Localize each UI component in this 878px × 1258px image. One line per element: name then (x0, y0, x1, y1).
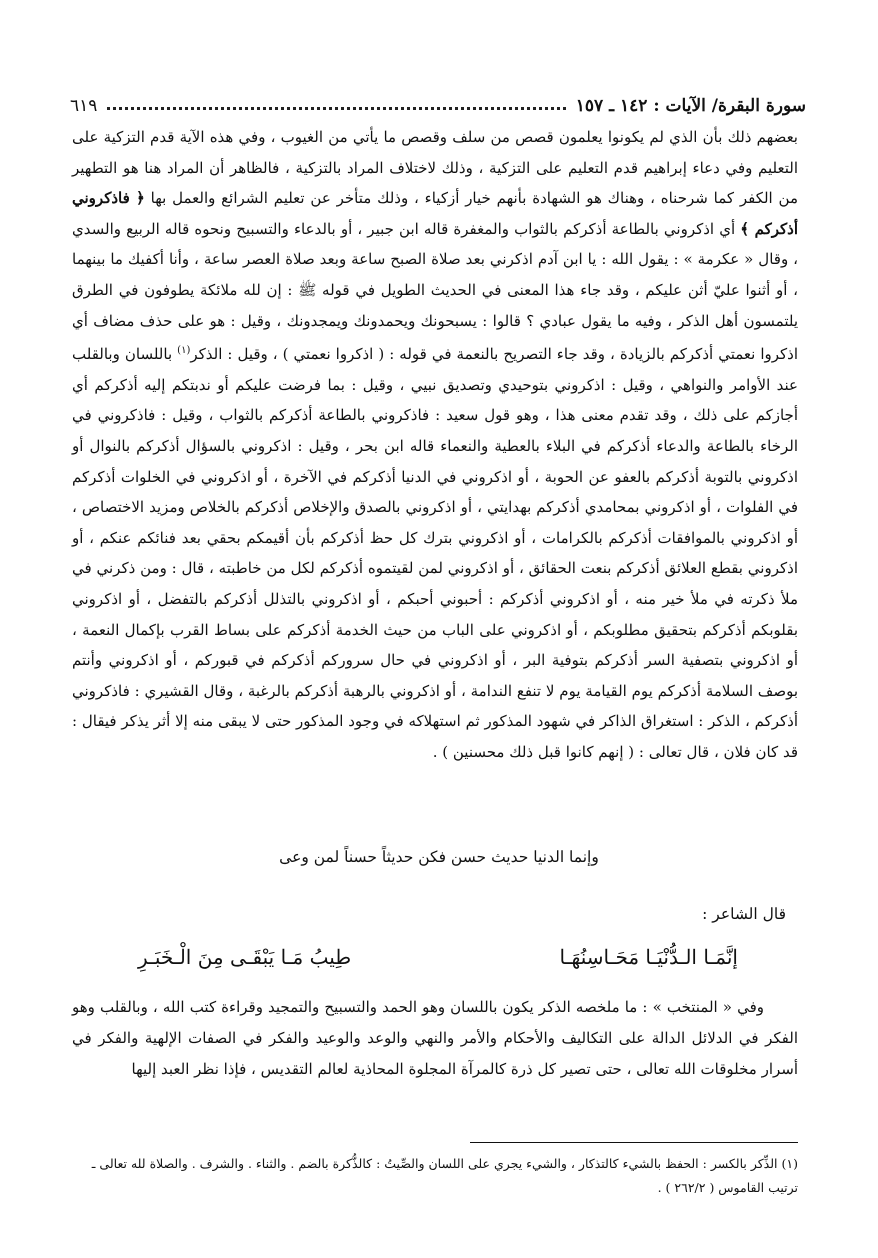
muntakhab-section (72, 992, 798, 1085)
footnote-divider (470, 1142, 798, 1143)
footnote-text: (١) الذِّكر بالكسر : الحفظ بالشيء كالتذكار ، والشيء يجري على اللسان والصِّيتُ : كالذُّكرة بالضم . والثناء . والشرف . والصلاة لله تعالى ـ ترتيب القاموس ( ٢٦٢/٢ ) . (91, 1156, 798, 1195)
verse-hemistich-left: طِيبُ مَـا يَبْقَـى مِنَ الْـخَبَـرِ (138, 945, 352, 969)
running-header (70, 86, 806, 116)
quran-quote: ﴿ فاذكروني أذكركم ﴾ (72, 189, 798, 238)
main-text (72, 122, 798, 767)
footnote-ref: (١) (177, 345, 191, 357)
verse-line-2 (138, 945, 738, 969)
muntakhab-paragraph: وفي « المنتخب » : ما ملخصه الذكر يكون باللسان وهو الحمد والتسبيح والتمجيد وقراءة كتب الله ، وبالقلب وهو الفكر في الدلائل الدالة على التكاليف والأحكام والأمر والنهي والوعد والوعيد والفكر في الصفات الإلهية والفكر في أسرار مخلوقات الله تعالى ، حتى تصير كل ذرة كالمرآة المجلوة المحاذية لعالم التقديس ، فإذا نظر العبد إليها (72, 998, 798, 1078)
poet-intro: قال الشاعر : (702, 905, 786, 923)
text-part-4: باللسان وبالقلب عند الأوامر والنواهي ، وقيل : اذكروني بتوحيدي وتصديق نبيي ، وقيل : بما فرضت عليكم أو ندبتكم إليه أذكركم أي أجازكم على ذلك ، وقد تقدم معنى هذا ، وهو قول سعيد : فاذكروني بالطاعة أذكركم بالثواب ، وقيل : فاذكروني في الرخاء بالطاعة والدعاء أذكركم في البلاء بالعطية والنعماء قاله ابن بحر ، وقيل : اذكروني بالسؤال أذكركم بالنوال أو اذكروني بالتوبة أذكركم بالعفو عن الحوبة ، أو اذكروني في الدنيا أذكركم في الآخرة ، أو اذكروني في الخلوات أذكركم في الفلوات ، أو اذكروني بمحامدي أذكركم بهدايتي ، أو اذكروني بالصدق والإخلاص أذكركم بالخلاص ومزيد الاختصاص ، أو اذكروني بالموافقات أذكركم بالكرامات ، أو اذكروني بترك كل حظ أذكركم بأن أقيمكم بحقي بعد فنائكم عنكم ، أو اذكروني بقطع العلائق أذكركم بنعت الحقائق ، أو اذكروني لمن لقيتموه أذكركم لكل من خاطبته ، قال : ومن ذكرني في ملأ ذكرته في ملأ خير منه ، أو اذكروني أذكركم : أحبوني أحبكم ، أو اذكروني بالتذلل أذكركم بالتفضل ، أو اذكروني بقلوبكم أذكركم بتحقيق مطلوبكم ، أو اذكروني على الباب من حيث الخدمة أذكركم على بساط القرب بإكمال النعمة ، أو اذكروني بتصفية السر أذكركم بتوفية البر ، أو اذكروني في حال سروركم أذكركم في قبوركم ، أو اذكروني وأنتم بوصف السلامة أذكركم يوم القيامة يوم لا تنفع الندامة ، أو اذكروني بالرهبة أذكركم بالرغبة ، وقال القشيري : فاذكروني أذكركم ، الذكر : استغراق الذاكر في شهود المذكور ثم استهلاكه في وجود المذكور حتى لا يبقى منه إلا أثر يذكر فيقال : قد كان فلان ، قال تعالى : ( إنهم كانوا قبل ذلك محسنين ) . (72, 345, 798, 761)
main-paragraph (72, 122, 798, 767)
surah-title: سورة البقرة/ الآيات : ١٤٢ ـ ١٥٧ (575, 96, 806, 116)
header-dot-leader (107, 107, 565, 110)
text-part-3: أي اذكروني بالطاعة أذكركم بالثواب والمغفرة قاله ابن جبير ، أو بالدعاء والتسبيح ونحوه قاله الربيع والسدي ، وقال « عكرمة » : يقول الله : يا ابن آدم اذكرني بعد صلاة الصبح ساعة وبعد صلاة العصر ساعة ، وأنا أكفيك ما بينهما ، أو أثنوا عليّ أثن عليكم ، وقد جاء هذا المعنى في الحديث الطويل في قوله ﷺ : إن لله ملائكة يطوفون في الطرق يلتمسون أهل الذكر ، وفيه ما يقول عبادي ؟ قالوا : يسبحونك ويحمدونك ويمجدونك ، وقيل : هو على حذف مضاف أي اذكروا نعمتي أذكركم بالزيادة ، وقد جاء التصريح بالنعمة في قوله : ( اذكروا نعمتي ) ، وقيل : الذكر (72, 219, 799, 364)
footnote (72, 1152, 798, 1200)
verse-line-1: وإنما الدنيا حديث حسن فكن حديثاً حسناً لمن وعى (279, 848, 599, 866)
verse-hemistich-right: إنَّمَـا الـدُّنْيَـا مَحَـاسِنُهَـا (559, 945, 738, 969)
page-number: ٦١٩ (70, 96, 98, 116)
text-part-1: بعضهم ذلك بأن الذي لم يكونوا يعلمون قصص من سلف وقصص ما يأتي من الغيوب ، وفي هذه الآية قدم التزكية على التعليم وفي دعاء إبراهيم قدم التعليم على التزكية ، وذلك لاختلاف المراد بالتزكية ، فالظاهر أن المراد هنا هو التطهير من الكفر كما شرحناه ، وهناك هو الشهادة بأنهم خيار أزكياء ، وذلك متأخر عن تعليم الشرائع والعمل بها (72, 128, 798, 208)
